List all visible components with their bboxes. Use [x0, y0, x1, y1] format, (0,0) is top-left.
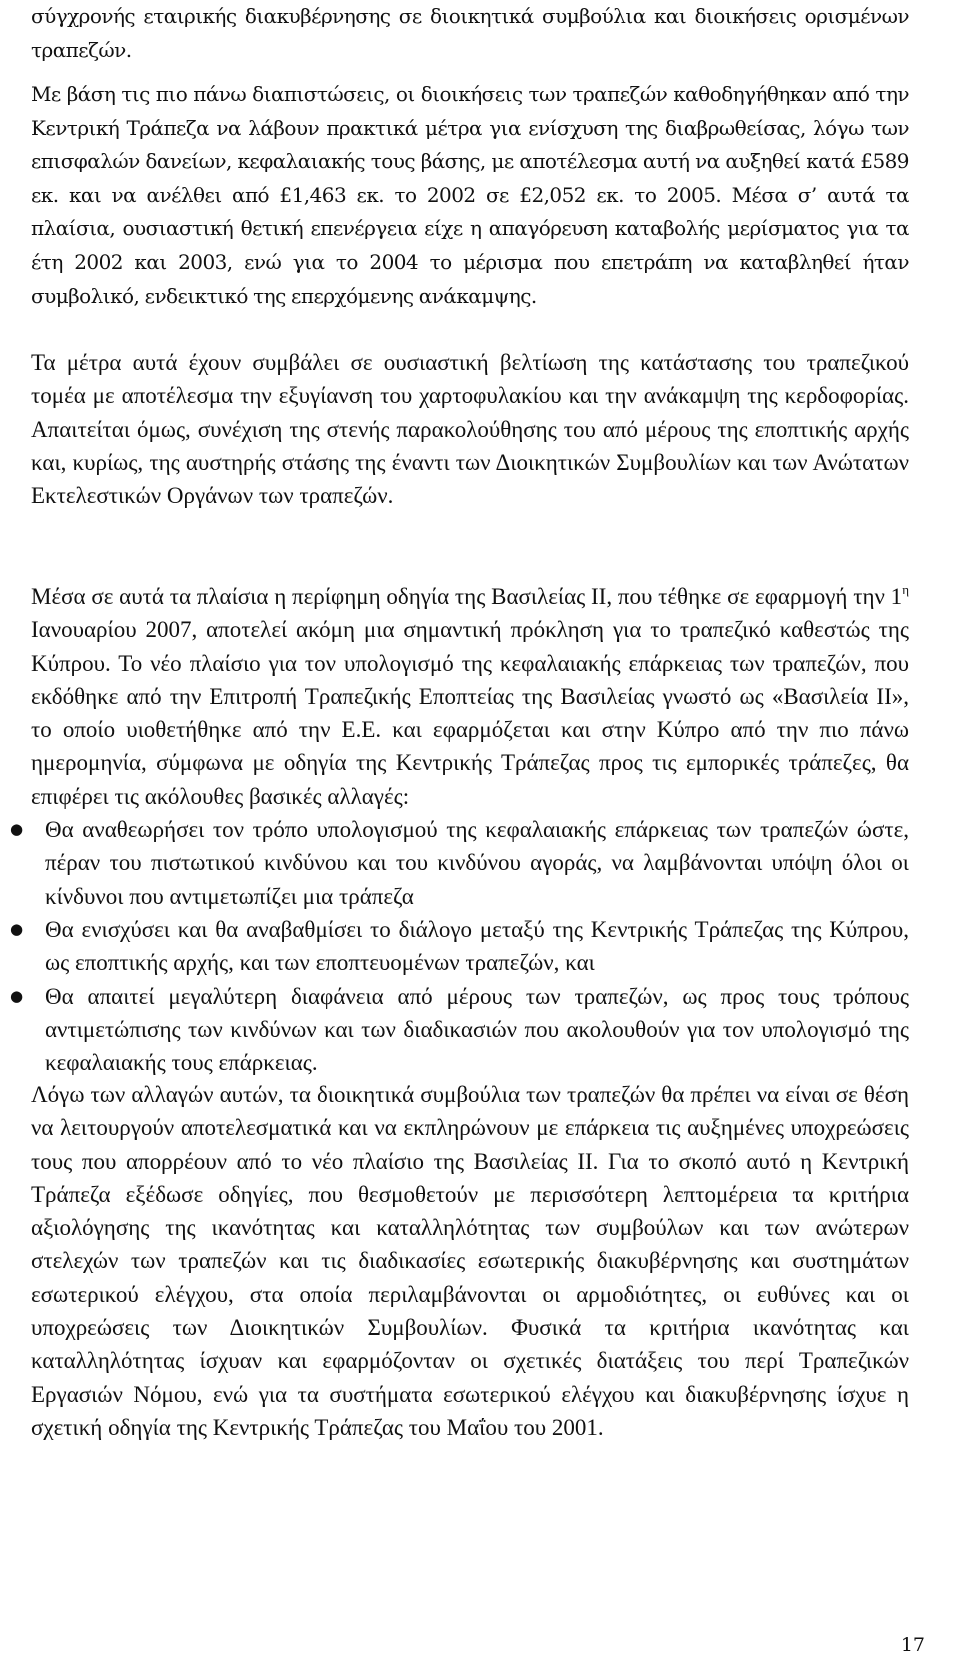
ordinal-superscript: η — [902, 582, 909, 597]
bullet-icon: ● — [10, 820, 24, 839]
list-item-text: Θα αναθεωρήσει τον τρόπο υπολογισμού της κεφαλαιακής επάρκειας των τραπεζών ώστε, πέραν του πιστωτικού κινδύνου και του κινδύνου αγοράς, να λαμβάνονται υπόψη όλοι οι κίνδυνοι που αντιμετωπίζει μια τράπεζα — [45, 817, 909, 909]
paragraph-4-start: Μέσα σε αυτά τα πλαίσια η περίφημη οδηγία της Βασιλείας ΙΙ, που τέθηκε σε εφαρμογή την 1 — [31, 584, 903, 609]
paragraph-4 — [31, 580, 909, 813]
list-item-text: Θα απαιτεί μεγαλύτερη διαφάνεια από μέρους των τραπεζών, ως προς τους τρόπους αντιμετώπισης των κινδύνων και των διαδικασιών που ακολουθούν για τον υπολογισμό της κεφαλαιακής τους επάρκειας. — [45, 983, 909, 1076]
paragraph-1: σύγχρονής εταιρικής διακυβέρνησης σε διοικητικά συμβούλια και διοικήσεις ορισμένων τραπεζών. — [31, 4, 909, 62]
paragraph-5: Λόγω των αλλαγών αυτών, τα διοικητικά συμβούλια των τραπεζών θα πρέπει να είναι σε θέση να λειτουργούν αποτελεσματικά και να εκπληρώνουν με επάρκεια τις αυξημένες υποχρεώσεις τους που απορρέουν από το νέο πλαίσιο της Βασιλείας ΙΙ. Για το σκοπό αυτό η Κεντρική Τράπεζα εξέδωσε οδηγίες, που θεσμοθετούν με περισσότερη λεπτομέρεια τα κριτήρια αξιολόγησης της ικανότητας και καταλληλότητας των συμβούλων και των ανώτερων στελεχών των τραπεζών και τις διαδικασίες εσωτερικής διακυβέρνησης και συστημάτων εσωτερικού ελέγχου, στα οποία περιλαμβάνονται οι αρμοδιότητες, οι ευθύνες και οι υποχρεώσεις των Διοικητικών Συμβουλίων. Φυσικά τα κριτήρια ικανότητας και καταλληλότητας ίσχυαν και εφαρμόζονταν οι σχετικές διατάξεις του περί Τραπεζικών Εργασιών Νόμου, ενώ για τα συστήματα εσωτερικού ελέγχου και διακυβέρνησης ίσχυε η σχετική οδηγία της Κεντρικής Τράπεζας του Μαΐου του 2001. — [31, 1082, 909, 1440]
bullet-icon: ● — [10, 919, 24, 938]
paragraph-3: Τα μέτρα αυτά έχουν συμβάλει σε ουσιαστική βελτίωση της κατάστασης του τραπεζικού τομέα με αποτέλεσμα την εξυγίανση του χαρτοφυλακίου και την ανάκαμψη της κερδοφορίας. Απαιτείται όμως, συνέχιση της στενής παρακολούθησης του από μέρους της εποπτικής αρχής και, κυρίως, της αυστηρής στάσης της έναντι των Διοικητικών Συμβουλίων και των Ανώτατων Εκτελεστικών Οργάνων των τραπεζών. — [31, 350, 909, 509]
list-item — [10, 913, 909, 980]
paragraph-2: Με βάση τις πιο πάνω διαπιστώσεις, οι διοικήσεις των τραπεζών καθοδηγήθηκαν από την Κεντρική Τράπεζα να λάβουν πρακτικά μέτρα για ενίσχυση της διαβρωθείσας, λόγω των επισφαλών δανείων, κεφαλαιακής τους βάσης, με αποτέλεσμα αυτή να αυξηθεί κατά £589 εκ. και να ανέλθει από £1,463 εκ. το 2002 σε £2,052 εκ. το 2005. Μέσα σ’ αυτά τα πλαίσια, ουσιαστική θετική επενέργεια είχε η απαγόρευση καταβολής μερίσματος για τα έτη 2002 και 2003, ενώ για το 2004 το μέρισμα που επετράπη να καταβληθεί ήταν συμβολικό, ενδεικτικό της επερχόμενης ανάκαμψης. — [31, 82, 909, 308]
paragraph-4-end: Ιανουαρίου 2007, αποτελεί ακόμη μια σημαντική πρόκληση για το τραπεζικό καθεστώς της Κύπρου. Το νέο πλαίσιο για τον υπολογισμό της κεφαλαιακής επάρκειας των τραπεζών, που εκδόθηκε από την Επιτροπή Τραπεζικής Εποπτείας της Βασιλείας γνωστό ως «Βασιλεία ΙΙ», το οποίο υιοθετήθηκε από την Ε.Ε. και εφαρμόζεται και στην Κύπρο από την πιο πάνω ημερομηνία, σύμφωνα με οδηγία της Κεντρικής Τράπεζας προς τις εμπορικές τράπεζες, θα επιφέρει τις ακόλουθες βασικές αλλαγές: — [31, 617, 909, 809]
bullet-icon: ● — [10, 986, 24, 1005]
list-item-text: Θα ενισχύσει και θα αναβαθμίσει το διάλογο μεταξύ της Κεντρικής Τράπεζας της Κύπρου, ως εποπτικής αρχής, και των εποπτευομένων τραπεζών, και — [45, 916, 909, 976]
changes-bullet-list — [10, 813, 909, 1079]
paragraph-4-section — [10, 580, 909, 1079]
list-item — [10, 980, 909, 1080]
list-item — [10, 813, 909, 913]
page-number: 17 — [900, 1634, 925, 1656]
